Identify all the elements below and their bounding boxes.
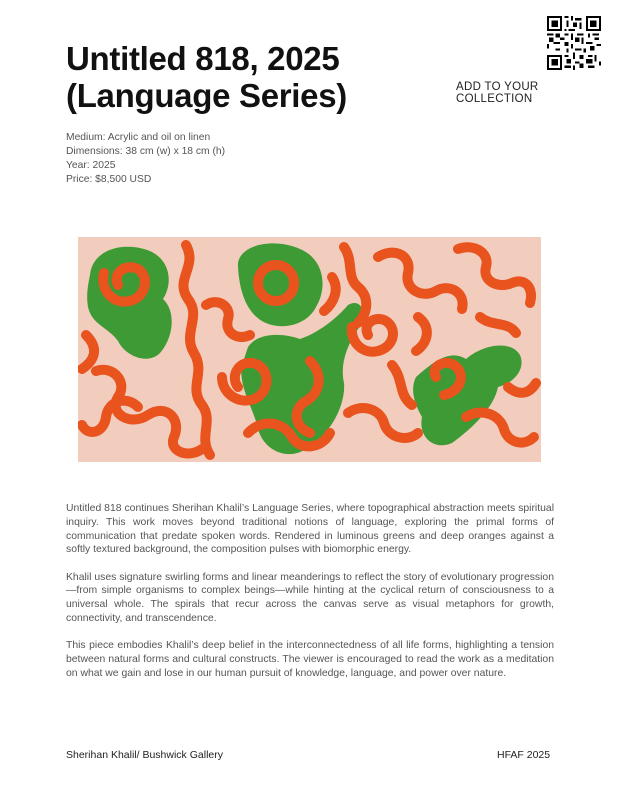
description-paragraph-1: Untitled 818 continues Sherihan Khalil’s Language Series, where topographical abstraction meets spiritual inquiry. This work moves beyond traditional notions of language, exploring the primal forms of communication that predate spoken words. Rendered in luminous greens and deep oranges against a softly textured background, the composition pulses with biomorphic energy.: [66, 503, 554, 556]
spec-year: Year: 2025: [66, 160, 116, 171]
qr-code-icon[interactable]: [547, 16, 601, 70]
artwork-image: [78, 237, 541, 462]
artwork-description: [66, 502, 554, 694]
spec-medium: Medium: Acrylic and oil on linen: [66, 132, 211, 143]
footer-event: HFAF 2025: [497, 749, 551, 761]
artwork-specs: [66, 131, 225, 187]
spec-price: Price: $8,500 USD: [66, 174, 152, 185]
description-paragraph-2: Khalil uses signature swirling forms and linear meanderings to reflect the story of evolutionary progression—from simple organisms to complex beings—while hinting at the cyclical return of consciousness to a universal whole. The spirals that recur across the canvas serve as visual metaphors for growth, connectivity, and transcendence.: [66, 571, 554, 625]
add-to-collection-link[interactable]: ADD TO YOUR COLLECTION: [456, 81, 539, 105]
footer-artist-gallery: Sherihan Khalil/ Bushwick Gallery: [66, 749, 223, 761]
artwork-title-line-1: Untitled 818, 2025: [66, 40, 340, 77]
description-paragraph-3: This piece embodies Khalil’s deep belief in the interconnectedness of all life forms, highlighting a tension between natural forms and cultural constructs. The viewer is encouraged to read the work as a meditation on what we gain and lose in our human pursuit of knowledge, language, and power over nature.: [66, 640, 554, 679]
artwork-title: [66, 40, 347, 114]
artwork-title-line-2: (Language Series): [66, 77, 347, 114]
spec-dimensions: Dimensions: 38 cm (w) x 18 cm (h): [66, 146, 226, 157]
